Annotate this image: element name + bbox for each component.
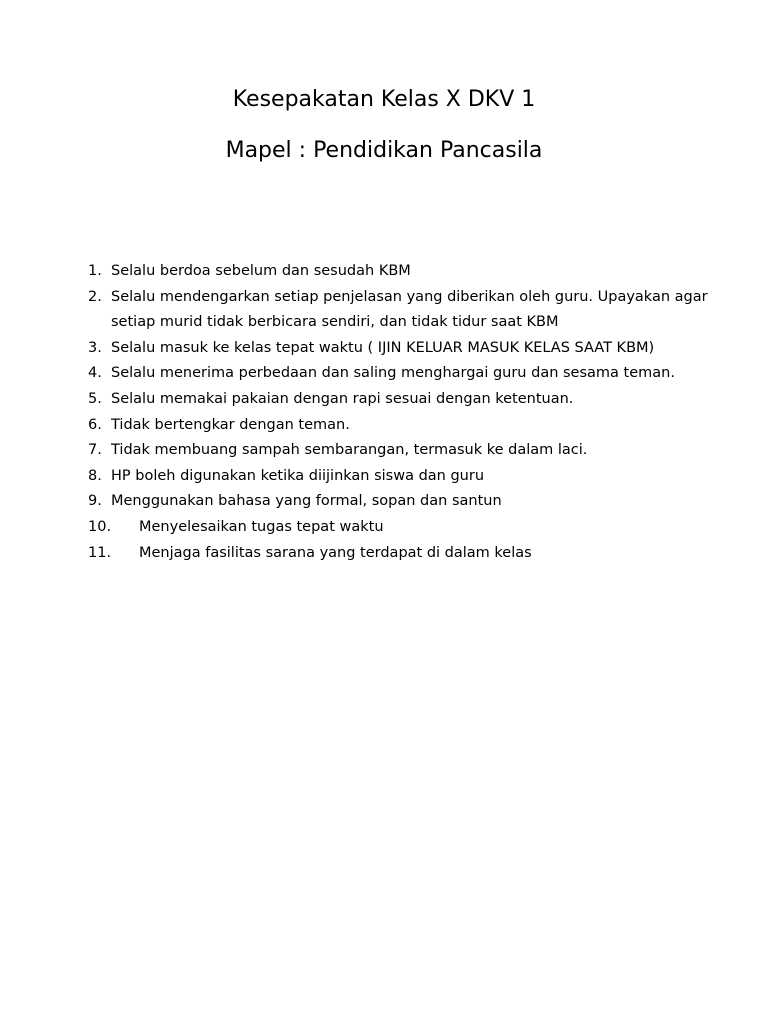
document-title: Kesepakatan Kelas X DKV 1: [232, 87, 536, 112]
list-item-number: 5.: [88, 390, 102, 407]
list-item-text: Menyelesaikan tugas tepat waktu: [139, 518, 384, 535]
list-item-text: Selalu memakai pakaian dengan rapi sesuai dengan ketentuan.: [111, 390, 574, 407]
list-item-number: 6.: [88, 416, 102, 433]
list-item-number: 10.: [88, 518, 112, 535]
list-item-text: Selalu berdoa sebelum dan sesudah KBM: [111, 263, 411, 279]
list-item-text: Menjaga fasilitas sarana yang terdapat di dalam kelas: [139, 544, 532, 561]
list-item: [0, 413, 768, 439]
list-item-text: Tidak bertengkar dengan teman.: [111, 416, 350, 433]
list-item-text: Selalu menerima perbedaan dan saling menghargai guru dan sesama teman.: [111, 365, 675, 382]
list-item-number: 3.: [88, 339, 102, 356]
list-item: [0, 259, 768, 285]
list-item-text: Selalu mendengarkan setiap penjelasan yang diberikan oleh guru. Upayakan agar setiap murid tidak berbicara sendiri, dan tidak tidur saat KBM: [111, 288, 708, 331]
list-item: [0, 464, 768, 490]
list-item: [0, 361, 768, 387]
list-item-number: 11.: [88, 544, 112, 561]
list-item: [0, 285, 768, 336]
list-item-number: 7.: [88, 442, 102, 459]
list-item-number: 2.: [88, 288, 102, 305]
list-item: [0, 541, 768, 567]
rules-list: [0, 259, 768, 566]
list-item-number: 9.: [88, 493, 102, 510]
list-item-number: 4.: [88, 365, 102, 382]
list-item-number: 8.: [88, 467, 102, 484]
list-item-text: Menggunakan bahasa yang formal, sopan dan santun: [111, 493, 502, 510]
list-item-text: Tidak membuang sampah sembarangan, termasuk ke dalam laci.: [111, 442, 588, 459]
list-item: [0, 387, 768, 413]
list-item: [0, 336, 768, 362]
list-item: [0, 515, 768, 541]
document-subject: Mapel : Pendidikan Pancasila: [225, 138, 543, 163]
list-item: [0, 438, 768, 464]
list-item: [0, 489, 768, 515]
list-item-text: Selalu masuk ke kelas tepat waktu ( IJIN KELUAR MASUK KELAS SAAT KBM): [111, 339, 655, 356]
list-item-text: HP boleh digunakan ketika diijinkan siswa dan guru: [111, 467, 485, 484]
list-item-number: 1.: [88, 263, 102, 279]
